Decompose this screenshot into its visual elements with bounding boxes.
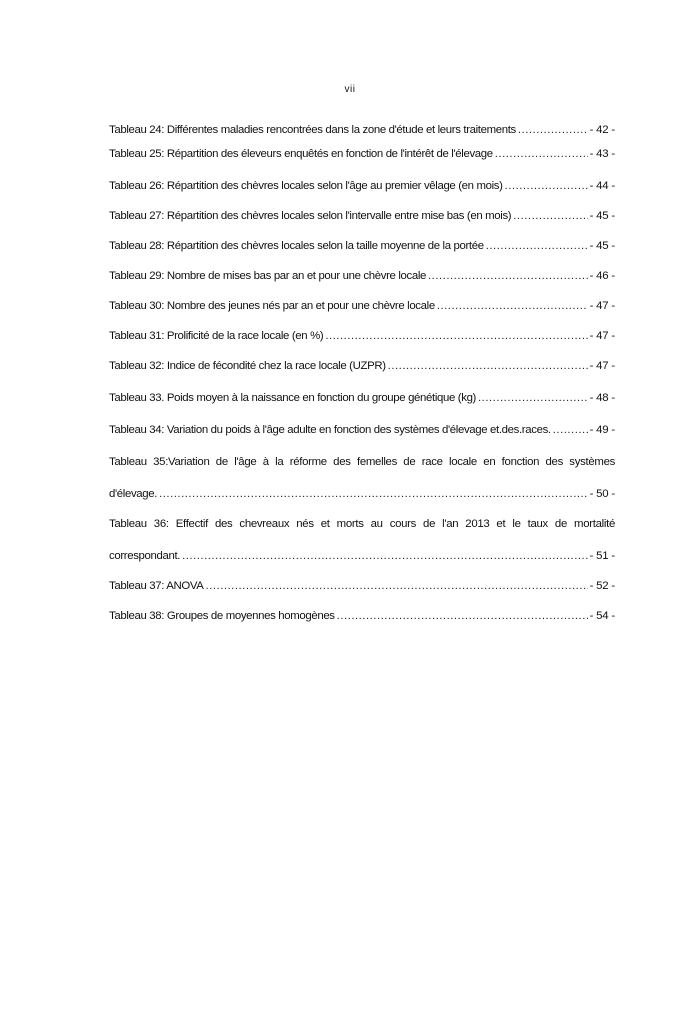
toc-entry-page: - 48 - [589,392,615,404]
toc-entry-label: Tableau 31: Prolificité de la race locale (en %) [109,330,324,342]
page-number: vii [344,84,356,95]
toc-entry-label: Tableau 27: Répartition des chèvres locales selon l'intervalle entre mise bas (en mois) [109,210,512,222]
toc-entry-label: Tableau 37: ANOVA [109,580,204,592]
toc-entry-page: - 44 - [589,180,615,192]
toc-entry-tableau-38[interactable] [109,608,615,624]
dot-leader [325,328,587,344]
toc-entry-label: Tableau 34: Variation du poids à l'âge adulte en fonction des systèmes d'élevage et.des.races. [109,424,551,436]
toc-entry-page: - 54 - [589,610,615,622]
toc-entry-label-line1: Tableau 35:Variation de l'âge à la réforme des femelles de race locale en fonction des systèmes [109,456,615,468]
dot-leader [159,486,588,502]
toc-entry-tableau-29[interactable] [109,268,615,284]
dot-leader [513,208,587,224]
toc-entry-tableau-32[interactable] [109,358,615,374]
toc-entry-label-line2: d'élevage. [109,488,158,500]
toc-entry-label-line2: correspondant. [109,550,181,562]
toc-entry-tableau-27[interactable] [109,208,615,224]
toc-entry-page: - 45 - [589,240,615,252]
dot-leader [505,178,588,194]
dot-leader [388,358,588,374]
toc-entry-label: Tableau 29: Nombre de mises bas par an et pour une chèvre locale [109,270,426,282]
toc-entry-page: - 45 - [589,210,615,222]
toc-entry-tableau-31[interactable] [109,328,615,344]
toc-entry-label: Tableau 38: Groupes de moyennes homogènes [109,610,335,622]
dot-leader [478,390,588,406]
toc-entry-label: Tableau 24: Différentes maladies rencontrées dans la zone d'étude et leurs traitements [109,124,516,136]
toc-entry-page: - 47 - [589,300,615,312]
toc-entry-tableau-35[interactable] [109,454,615,502]
dot-leader [182,548,588,564]
toc-entry-tableau-37[interactable] [109,578,615,594]
toc-entry-label: Tableau 25: Répartition des éleveurs enquêtés en fonction de l'intérêt de l'élevage [109,148,493,160]
toc-entry-label: Tableau 28: Répartition des chèvres locales selon la taille moyenne de la portée [109,240,484,252]
dot-leader [337,608,588,624]
toc-entry-tableau-26[interactable] [109,178,615,194]
toc-entry-page: - 43 - [589,148,615,160]
toc-entry-page: - 50 - [589,488,615,500]
toc-entry-tableau-36[interactable] [109,516,615,564]
dot-leader [437,298,588,314]
toc-entry-label: Tableau 33. Poids moyen à la naissance en fonction du groupe génétique (kg) [109,392,476,404]
toc-entry-page: - 47 - [589,330,615,342]
toc-entry-page: - 42 - [589,124,615,136]
dot-leader [518,122,588,138]
toc-entry-label: Tableau 32: Indice de fécondité chez la race locale (UZPR) [109,360,386,372]
toc-entry-page: - 51 - [589,550,615,562]
toc-entry-label-line1: Tableau 36: Effectif des chevreaux nés et morts au cours de l'an 2013 et le taux de mortalité [109,518,615,530]
toc-entry-tableau-24[interactable] [109,122,615,138]
toc-entry-tableau-28[interactable] [109,238,615,254]
toc-entry-label: Tableau 30: Nombre des jeunes nés par an et pour une chèvre locale [109,300,435,312]
dot-leader [206,578,588,594]
dot-leader [495,146,588,162]
toc-entry-label: Tableau 26: Répartition des chèvres locales selon l'âge au premier vêlage (en mois) [109,180,503,192]
toc-entry-page: - 52 - [589,580,615,592]
dot-leader [486,238,588,254]
toc-entry-tableau-34[interactable] [109,422,615,438]
dot-leader [428,268,588,284]
toc-entry-tableau-30[interactable] [109,298,615,314]
toc-entry-page: - 46 - [589,270,615,282]
toc-entry-tableau-33[interactable] [109,390,615,406]
toc-entry-page: - 47 - [589,360,615,372]
dot-leader [553,422,588,438]
toc-entry-page: - 49 - [589,424,615,436]
toc-entry-tableau-25[interactable] [109,146,615,162]
